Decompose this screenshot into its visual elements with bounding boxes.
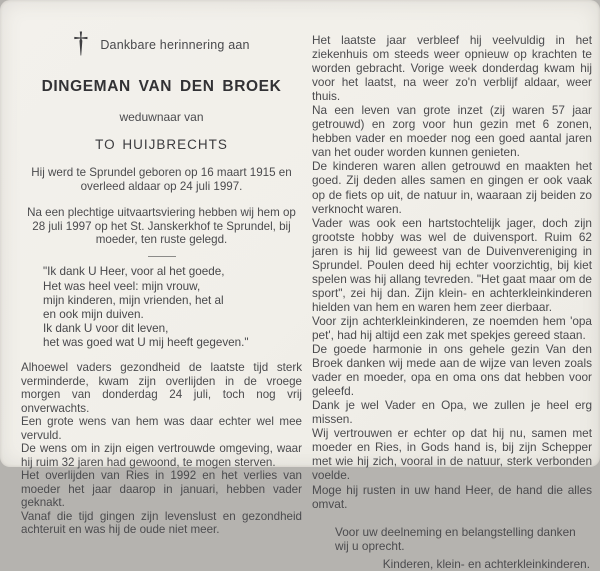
spouse-name: TO HUIJBRECHTS (95, 137, 228, 152)
poem-line: "Ik dank U Heer, voor al het goede, (43, 265, 225, 279)
relation-text: weduwnaar van (119, 110, 204, 124)
section-divider (148, 256, 176, 258)
poem-line: Ik dank U voor dit leven, (43, 321, 169, 335)
paragraph: Het overlijden van Ries in 1992 en het verlies van moeder het jaar daarop in januari, hebben vader geknakt. (21, 469, 302, 510)
poem-line: Het was heel veel: mijn vrouw, (43, 279, 201, 293)
paragraph: De goede harmonie in ons gehele gezin Van den Broek danken wij mede aan de wijze van leven zoals vader en moeder, opa en oma ons dat hebben voor geleefd. (312, 342, 592, 399)
paragraph: Voor zijn achterkleinkinderen, ze noemden hem 'opa pet', had hij altijd een zak met spekjes gereed staan. (312, 313, 592, 342)
paragraph: De wens om in zijn eigen vertrouwde omgeving, waar hij ruim 32 jaren had gewoond, te mogen sterven. (21, 442, 302, 469)
poem-line: het was goed wat U mij heeft gegeven." (43, 335, 249, 349)
dedication-text: Dankbare herinnering aan (100, 38, 250, 52)
cross-icon: † (73, 26, 89, 59)
deceased-name: DINGEMAN VAN DEN BROEK (41, 78, 282, 95)
paragraph: Dank je wel Vader en Opa, we zullen je heel erg missen. (312, 398, 592, 427)
thanks-paragraph: Voor uw deelneming en belangstelling danken wij u oprecht. (335, 524, 576, 553)
burial-paragraph: Na een plechtige uitvaartsviering hebben wij hem op 28 juli 1997 op het St. Janskerkhof te Sprundel, bij moeder, ten ruste gelegd. (27, 206, 296, 247)
paragraph: Vader was ook een hartstochtelijk jager, doch zijn grootste hobby was wel de duivensport. Ruim 62 jaren is hij lid geweest van de Duivenvereniging in Sprundel. Poulen deed hij echter voorzichtig, bij kiet spelen was hij allang tevreden. "Het gaat maar om de sport", zei hij dan. Zijn klein- en achterkleinkinderen hielden van hem en waren hem zeer dierbaar. (312, 215, 592, 314)
prayer-poem (21, 265, 302, 350)
paragraph: Alhoewel vaders gezondheid de laatste tijd sterk verminderde, kwam zijn overlijden in de vroege morgen van donderdag 24 juli, toch nog vrij onverwachts. (21, 361, 302, 415)
left-page (21, 26, 302, 537)
signature-line: Kinderen, klein- en achterkleinkinderen. (382, 556, 590, 571)
paragraph: Moge hij rusten in uw hand Heer, de hand die alles omvat. (312, 482, 592, 511)
paragraph: Het laatste jaar verbleef hij veelvuldig in het ziekenhuis om steeds weer opnieuw op krachten te worden gebracht. Vorige week donderdag kwam hij voor het laatst, na weer zo'n verblijf aldaar, weer thuis. (312, 33, 592, 104)
right-page (312, 33, 592, 571)
birth-death-paragraph: Hij werd te Sprundel geboren op 16 maart 1915 en overleed aldaar op 24 juli 1997. (31, 166, 292, 193)
poem-line: mijn kinderen, mijn vrienden, het al (43, 293, 224, 307)
paragraph: Wij vertrouwen er echter op dat hij nu, samen met moeder en Ries, in Gods hand is, bij zijn Schepper met wie hij zich, vooral in de natuur, sterk verbonden voelde. (312, 426, 592, 483)
dedication-row (21, 26, 302, 60)
poem-line: en ook mijn duiven. (43, 307, 144, 321)
paragraph: Een grote wens van hem was daar echter wel mee vervuld. (21, 415, 302, 442)
paragraph: Na een leven van grote inzet (zij waren 57 jaar getrouwd) en zorg voor hun gezin met 6 zonen, hebben vader en moeder nog een goed aantal jaren van het ouder worden kunnen genieten. (312, 103, 592, 160)
left-body-text (21, 361, 302, 537)
paragraph: Vanaf die tijd gingen zijn levenslust en gezondheid achteruit en was hij de oude niet meer. (21, 509, 302, 537)
paragraph: De kinderen waren allen getrouwd en maakten het goed. Zij deden alles samen en gingen er ook vaak op de fiets op uit, de natuur in, waaraan zij beiden zo verknocht waren. (312, 159, 592, 216)
